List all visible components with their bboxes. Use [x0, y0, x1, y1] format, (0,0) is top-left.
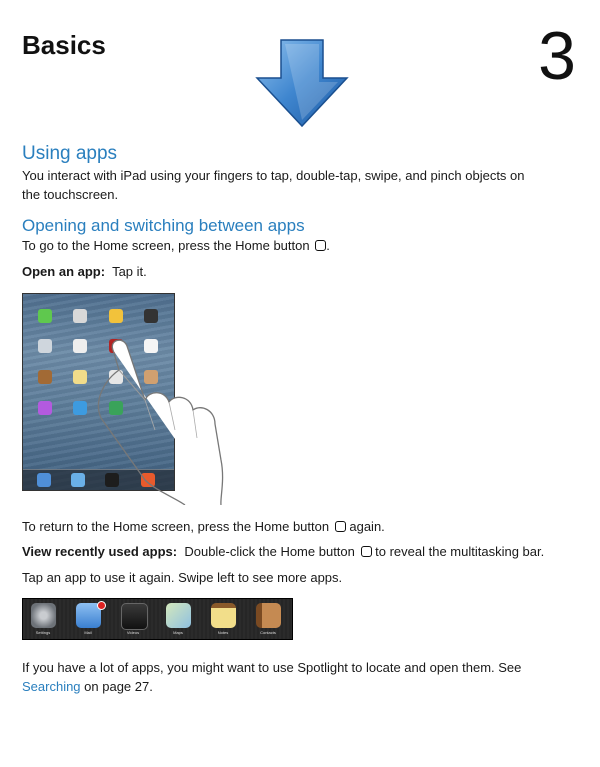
- spotlight-text: If you have a lot of apps, you might want to use Spotlight to locate and open them. See: [22, 660, 522, 675]
- tapping-finger-illustration: [75, 330, 235, 505]
- return-home-instruction: [22, 517, 385, 536]
- app-label-mail: Mail: [84, 630, 92, 635]
- return-home-text: To return to the Home screen, press the Home button: [22, 519, 330, 534]
- spotlight-paragraph: [22, 658, 542, 696]
- recent-apps-term: View recently used apps:: [22, 544, 178, 559]
- app-label-notes: Notes: [217, 630, 229, 635]
- app-label-maps: Maps: [173, 630, 183, 635]
- app-label-contacts: Contacts: [260, 630, 276, 635]
- tap-again-instruction: Tap an app to use it again. Swipe left to see more apps.: [22, 570, 343, 585]
- settings-icon: [31, 603, 56, 628]
- section-heading-opening-switching: Opening and switching between apps: [22, 216, 305, 235]
- home-button-icon: [335, 521, 346, 532]
- using-apps-body: You interact with iPad using your fingers to tap, double-tap, swipe, and pinch objects on the touchscreen.: [22, 168, 525, 202]
- down-arrow-icon: [255, 38, 349, 128]
- home-screen-text: To go to the Home screen, press the Home button: [22, 238, 310, 253]
- home-button-icon: [315, 240, 326, 251]
- open-app-instruction: [22, 262, 147, 281]
- searching-link[interactable]: Searching: [22, 679, 81, 694]
- home-button-icon: [361, 546, 372, 557]
- recent-apps-suffix: to reveal the multitasking bar.: [375, 544, 545, 559]
- open-app-text: Tap it.: [112, 264, 147, 279]
- chapter-title: Basics: [22, 30, 106, 60]
- section-heading-using-apps: Using apps: [22, 143, 118, 164]
- contacts-icon: [256, 603, 281, 628]
- mail-badge: [97, 601, 106, 610]
- app-label-videos: Videos: [126, 630, 140, 635]
- maps-icon: [166, 603, 191, 628]
- multitasking-bar-image: [22, 598, 293, 640]
- chapter-number: 3: [538, 18, 576, 94]
- notes-icon: [211, 603, 236, 628]
- videos-icon: [121, 603, 148, 630]
- app-label-settings: Settings: [35, 630, 51, 635]
- open-app-term: Open an app:: [22, 264, 106, 279]
- home-screen-instruction: To go to the Home screen, press the Home button .: [22, 238, 330, 253]
- page-reference: on page 27.: [84, 679, 153, 694]
- recent-apps-instruction: [22, 542, 544, 561]
- return-home-suffix: again.: [349, 519, 385, 534]
- recent-apps-text: Double-click the Home button: [184, 544, 355, 559]
